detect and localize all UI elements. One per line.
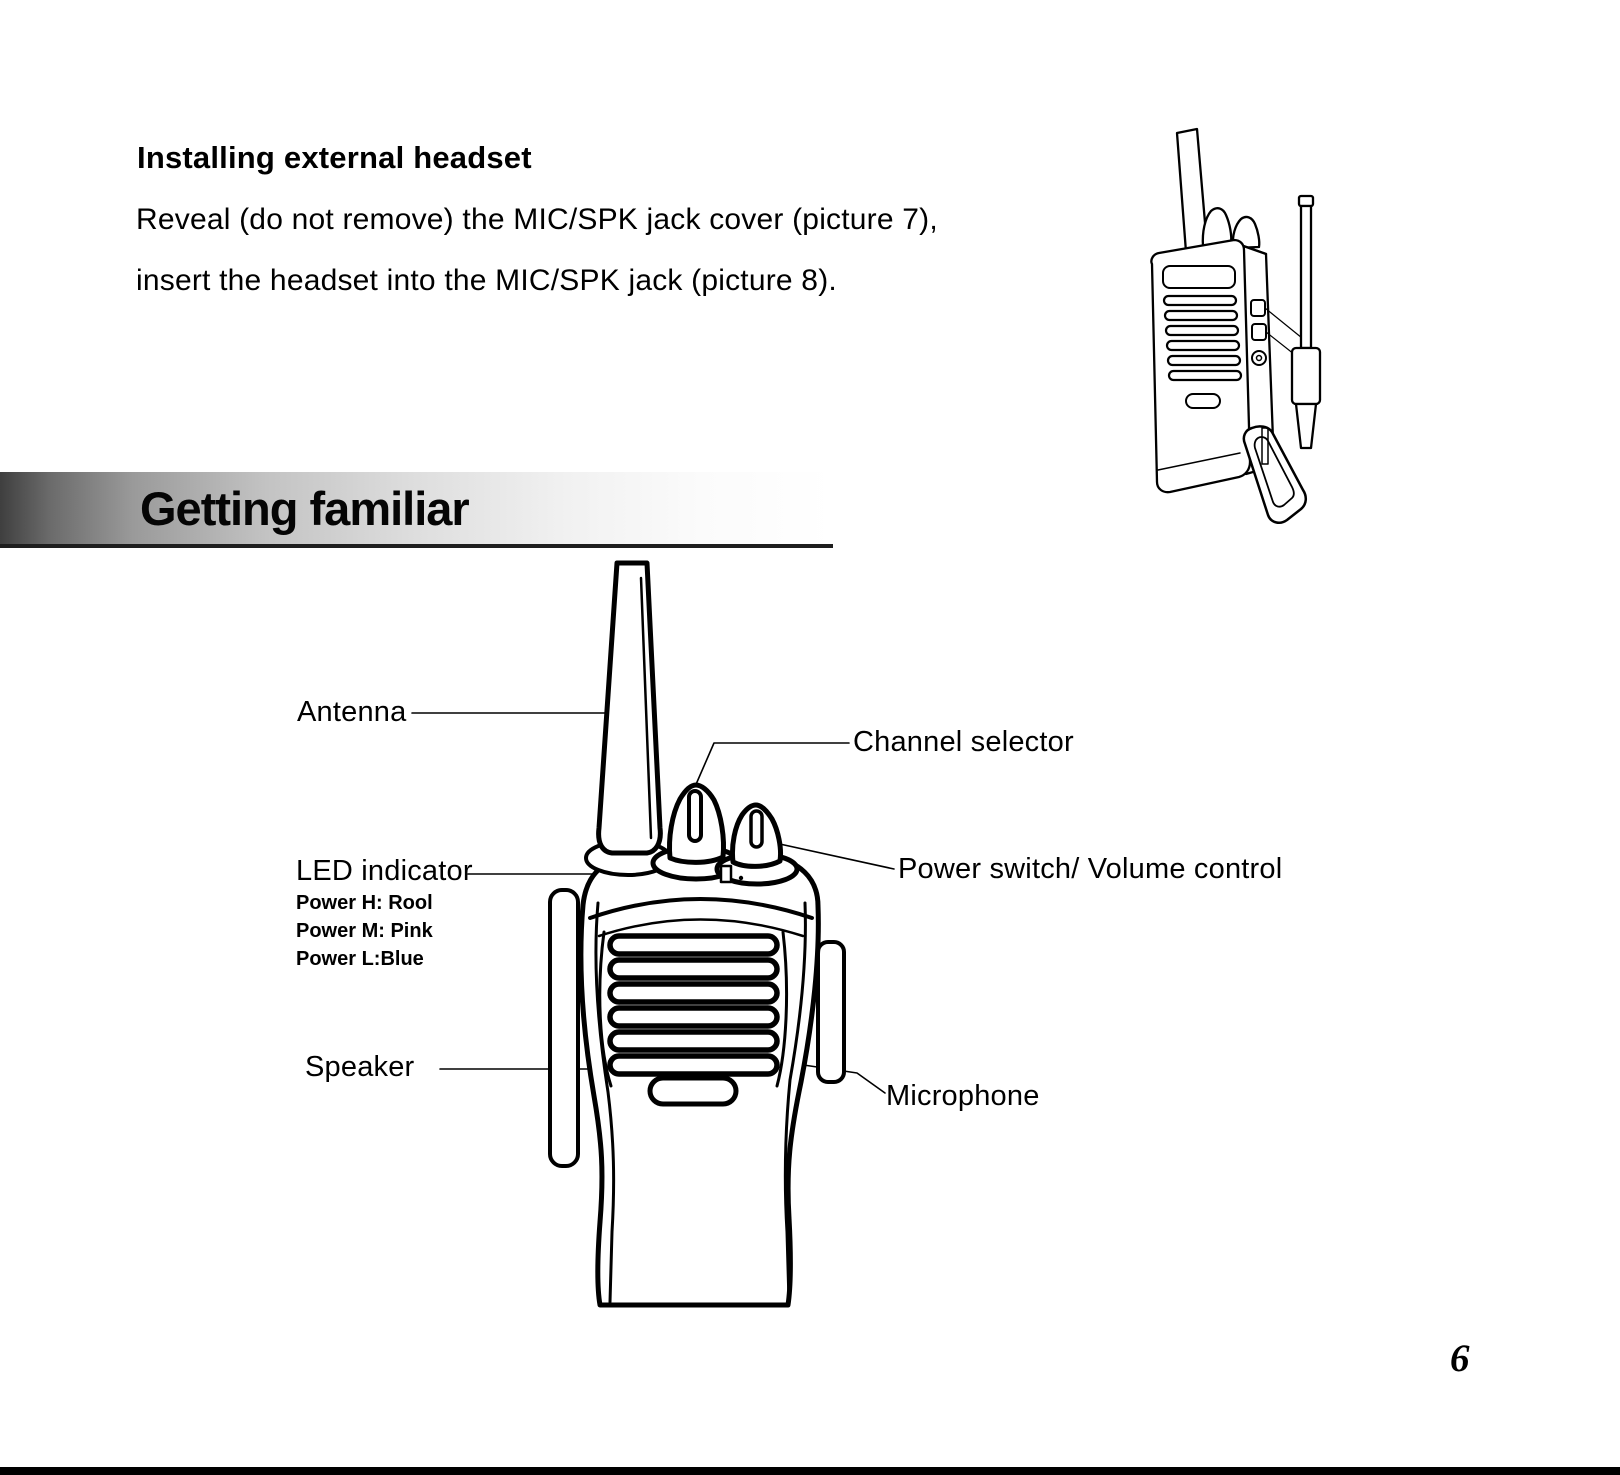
headset-installation-figure [1151, 129, 1320, 523]
label-antenna: Antenna [297, 696, 407, 728]
label-led-power-low: Power L:Blue [296, 948, 424, 970]
page-bottom-edge [0, 1467, 1620, 1475]
page-number: 6 [1450, 1337, 1470, 1380]
section-heading-getting-familiar: Getting familiar [140, 481, 469, 535]
label-speaker: Speaker [305, 1051, 415, 1083]
body-text-line1: Reveal (do not remove) the MIC/SPK jack cover (picture 7), [136, 203, 938, 236]
radio-front-view [550, 563, 844, 1305]
section-header-bar [0, 472, 833, 548]
label-led-power-high: Power H: Rool [296, 892, 433, 914]
label-microphone: Microphone [886, 1080, 1040, 1112]
label-led-power-medium: Power M: Pink [296, 920, 433, 942]
section-heading-installing: Installing external headset [137, 140, 532, 175]
label-led-indicator: LED indicator [296, 855, 473, 887]
led-indicator-mark [721, 866, 731, 882]
label-power-switch-volume: Power switch/ Volume control [898, 853, 1283, 885]
label-channel-selector: Channel selector [853, 726, 1074, 758]
body-text-line2: insert the headset into the MIC/SPK jack (picture 8). [136, 264, 837, 297]
